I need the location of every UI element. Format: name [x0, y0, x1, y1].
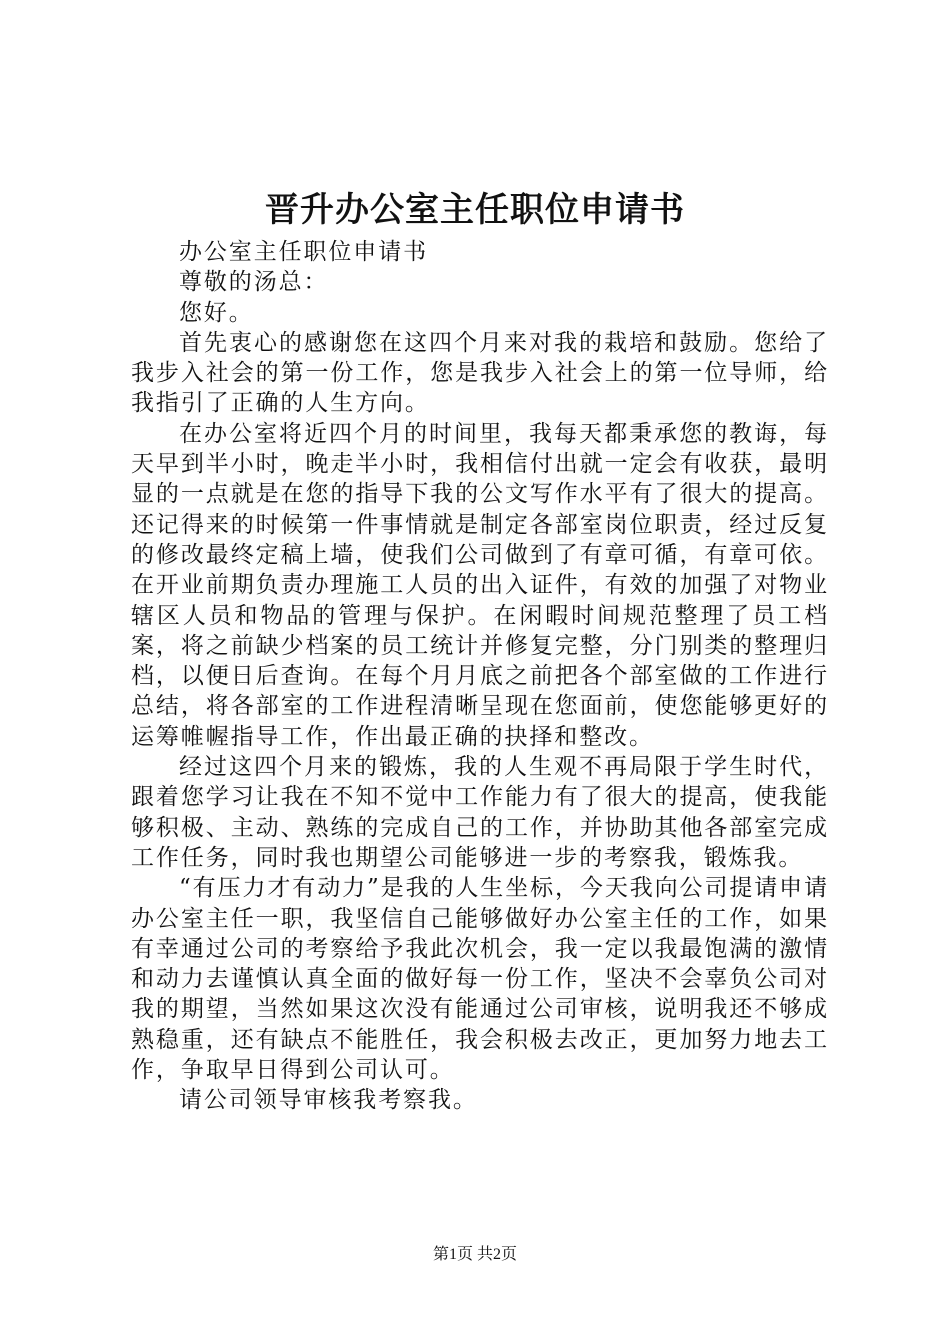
greeting: 您好。 [179, 299, 254, 326]
body-paragraph: 在办公室将近四个月的时间里，我每天都秉承您的教诲，每天早到半小时，晚走半小时，我相信付出就一定会有收获，最明显的一点就是在您的指导下我的公文写作水平有了很大的提高。还记得来的时候第一件事情就是制定各部室岗位职责，经过反复的修改最终定稿上墙，使我们公司做到了有章可循，有章可依。在开业前期负责办理施工人员的出入证件，有效的加强了对物业辖区人员和物品的管理与保护。在闲暇时间规范整理了员工档案，将之前缺少档案的员工统计并修复完整，分门别类的整理归档，以便日后查询。在每个月月底之前把各个部室做的工作进行总结，将各部室的工作进程清晰呈现在您面前，使您能够更好的运筹帷幄指导工作，作出最正确的抉择和整改。 [131, 420, 829, 750]
page-footer [0, 1244, 950, 1266]
body-paragraph: 首先衷心的感谢您在这四个月来对我的栽培和鼓励。您给了我步入社会的第一份工作，您是我步入社会上的第一位导师，给我指引了正确的人生方向。 [131, 329, 829, 417]
body-paragraph: 经过这四个月来的锻炼，我的人生观不再局限于学生时代，跟着您学习让我在不知不觉中工作能力有了很大的提高，使我能够积极、主动、熟练的完成自己的工作，并协助其他各部室完成工作任务，同时我也期望公司能够进一步的考察我，锻炼我。 [131, 754, 829, 871]
salutation: 尊敬的汤总： [179, 269, 329, 296]
closing-line: 请公司领导审核我考察我。 [179, 1087, 478, 1114]
document-title: 晋升办公室主任职位申请书 [265, 190, 685, 230]
subject-line: 办公室主任职位申请书 [179, 239, 428, 265]
page-number-label: 第1页 共2页 [432, 1246, 517, 1263]
body-paragraph: “有压力才有动力”是我的人生坐标，今天我向公司提请申请办公室主任一职，我坚信自己能够做好办公室主任的工作，如果有幸通过公司的考察给予我此次机会，我一定以我最饱满的激情和动力去谨慎认真全面的做好每一份工作，坚决不会辜负公司对我的期望，当然如果这次没有能通过公司审核，说明我还不够成熟稳重，还有缺点不能胜任，我会积极去改正，更加努力地去工作，争取早日得到公司认可。 [131, 875, 829, 1084]
document-body [131, 237, 829, 1116]
